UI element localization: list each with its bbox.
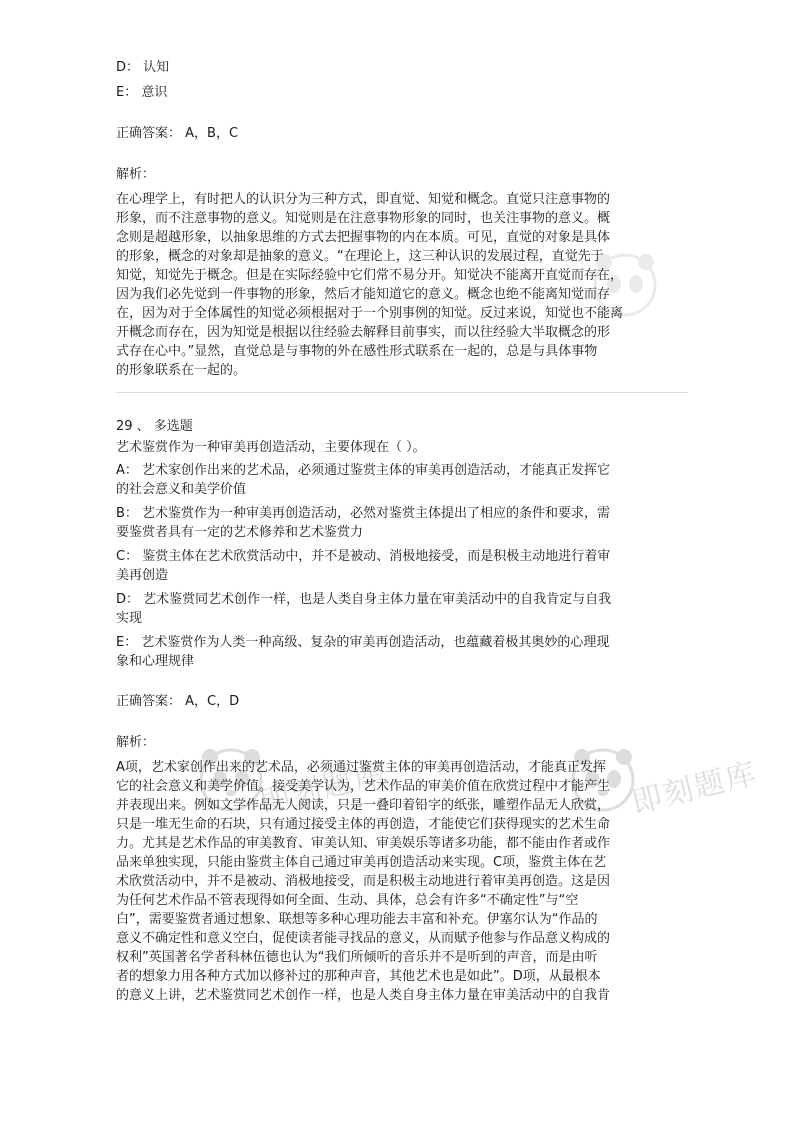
analysis-text	[116, 758, 688, 1005]
analysis-text	[116, 190, 688, 380]
analysis-line: 它的社会意义和美学价值。接受美学认为，艺术作品的审美价值在欣赏过程中才能产生	[116, 779, 611, 794]
question-header: 29 、 多选题	[116, 419, 193, 434]
question-divider	[116, 392, 688, 393]
analysis-line: 为任何艺术作品不管表现得如何全面、生动、具体，总会有许多“不确定性”与“空	[116, 893, 579, 908]
analysis-line: 并表现出来。例如文学作品无人阅读，只是一叠印着铅字的纸张，雕塑作品无人欣赏，	[116, 798, 611, 813]
analysis-line: 念则是超越形象，以抽象思维的方式去把握事物的内在本质。可见，直觉的对象是具体	[116, 230, 611, 245]
option-d: D： 艺术鉴赏同艺术创作一样，也是人类自身主体力量在审美活动中的自我肯定与自我 实现	[116, 592, 612, 626]
analysis-line: 式存在心中。”显然，直觉总是与事物的外在感性形式联系在一起的，总是与具体事物	[116, 344, 598, 359]
analysis-line: 白”，需要鉴赏者通过想象、联想等多种心理功能去丰富和补充。伊塞尔认为“作品的	[116, 912, 598, 927]
analysis-label: 解析：	[116, 735, 156, 750]
analysis-line: 在，因为对于全体属性的知觉必须根据对于一个别事例的知觉。反过来说，知觉也不能离	[116, 306, 624, 321]
analysis-line: 的形象，概念的对象却是抽象的意义。“在理论上，这三种认识的发展过程，直觉先于	[116, 249, 604, 264]
option-c: C： 鉴赏主体在艺术欣赏活动中，并不是被动、消极地接受，而是积极主动地进行着审 美再创造	[116, 549, 611, 583]
analysis-line: 开概念而存在，因为知觉是根据以往经验去解释目前事实，而以往经验大半取概念的形	[116, 325, 611, 340]
document-content	[116, 58, 688, 1005]
option-a: A： 艺术家创作出来的艺术品，必须通过鉴赏主体的审美再创造活动，才能真正发挥它 的社会意义和美学价值	[116, 463, 611, 497]
analysis-line: 因为我们必先觉到一件事物的形象，然后才能知道它的意义。概念也绝不能离知觉而存	[116, 287, 611, 302]
correct-answer: 正确答案： A，C，D	[116, 694, 240, 709]
analysis-line: 者的想象力用各种方式加以修补过的那种声音，其他艺术也是如此”。D项，从最根本	[116, 969, 601, 984]
analysis-line: 只是一堆无生命的石块，只有通过接受主体的再创造，才能使它们获得现实的艺术生命	[116, 817, 611, 832]
option-e: E： 艺术鉴赏作为人类一种高级、复杂的审美再创造活动，也蕴藏着极其奥妙的心理现 象和心理规律	[116, 635, 610, 669]
analysis-line: 权利”英国著名学者科林伍德也认为“我们所倾听的音乐并不是听到的声音，而是由听	[116, 950, 598, 965]
analysis-line: 术欣赏活动中，并不是被动、消极地接受，而是积极主动地进行着审美再创造。这是因	[116, 874, 611, 889]
analysis-line: 品来单独实现，只能由鉴赏主体自己通过审美再创造活动来实现。C项，鉴赏主体在艺	[116, 855, 607, 870]
analysis-line: 在心理学上，有时把人的认识分为三种方式，即直觉、知觉和概念。直觉只注意事物的	[116, 192, 611, 207]
option-list	[116, 461, 688, 671]
analysis-line: 的意义上讲，艺术鉴赏同艺术创作一样，也是人类自身主体力量在审美活动中的自我肯	[116, 988, 611, 1003]
analysis-line: 的形象联系在一起的。	[116, 363, 247, 378]
option-b: B： 艺术鉴赏作为一种审美再创造活动，必然对鉴赏主体提出了相应的条件和要求，需 要鉴赏者具有一定的艺术修养和艺术鉴赏力	[116, 506, 611, 540]
question-stem: 艺术鉴赏作为一种审美再创造活动，主要体现在（ ）。	[116, 440, 426, 455]
analysis-line: 知觉，知觉先于概念。但是在实际经验中它们常不易分开。知觉决不能离开直觉而存在，	[116, 268, 624, 283]
watermark-text: 即刻题库	[256, 755, 390, 821]
analysis-line: A项，艺术家创作出来的艺术品，必须通过鉴赏主体的审美再创造活动，才能真正发挥	[116, 760, 606, 775]
correct-answer: 正确答案： A，B，C	[116, 126, 239, 141]
watermark-text: 即刻题库	[628, 755, 762, 821]
analysis-line: 形象，而不注意事物的意义。知觉则是在注意事物形象的同时，也关注事物的意义。概	[116, 211, 611, 226]
analysis-label: 解析：	[116, 167, 156, 182]
analysis-line: 力。尤其是艺术作品的审美教育、审美认知、审美娱乐等诸多功能，都不能由作者或作	[116, 836, 611, 851]
analysis-line: 意义不确定性和意义空白，促使读者能寻找品的意义，从而赋予他参与作品意义构成的	[116, 931, 611, 946]
option-d: D： 认知	[116, 60, 170, 75]
option-e: E： 意识	[116, 85, 168, 100]
